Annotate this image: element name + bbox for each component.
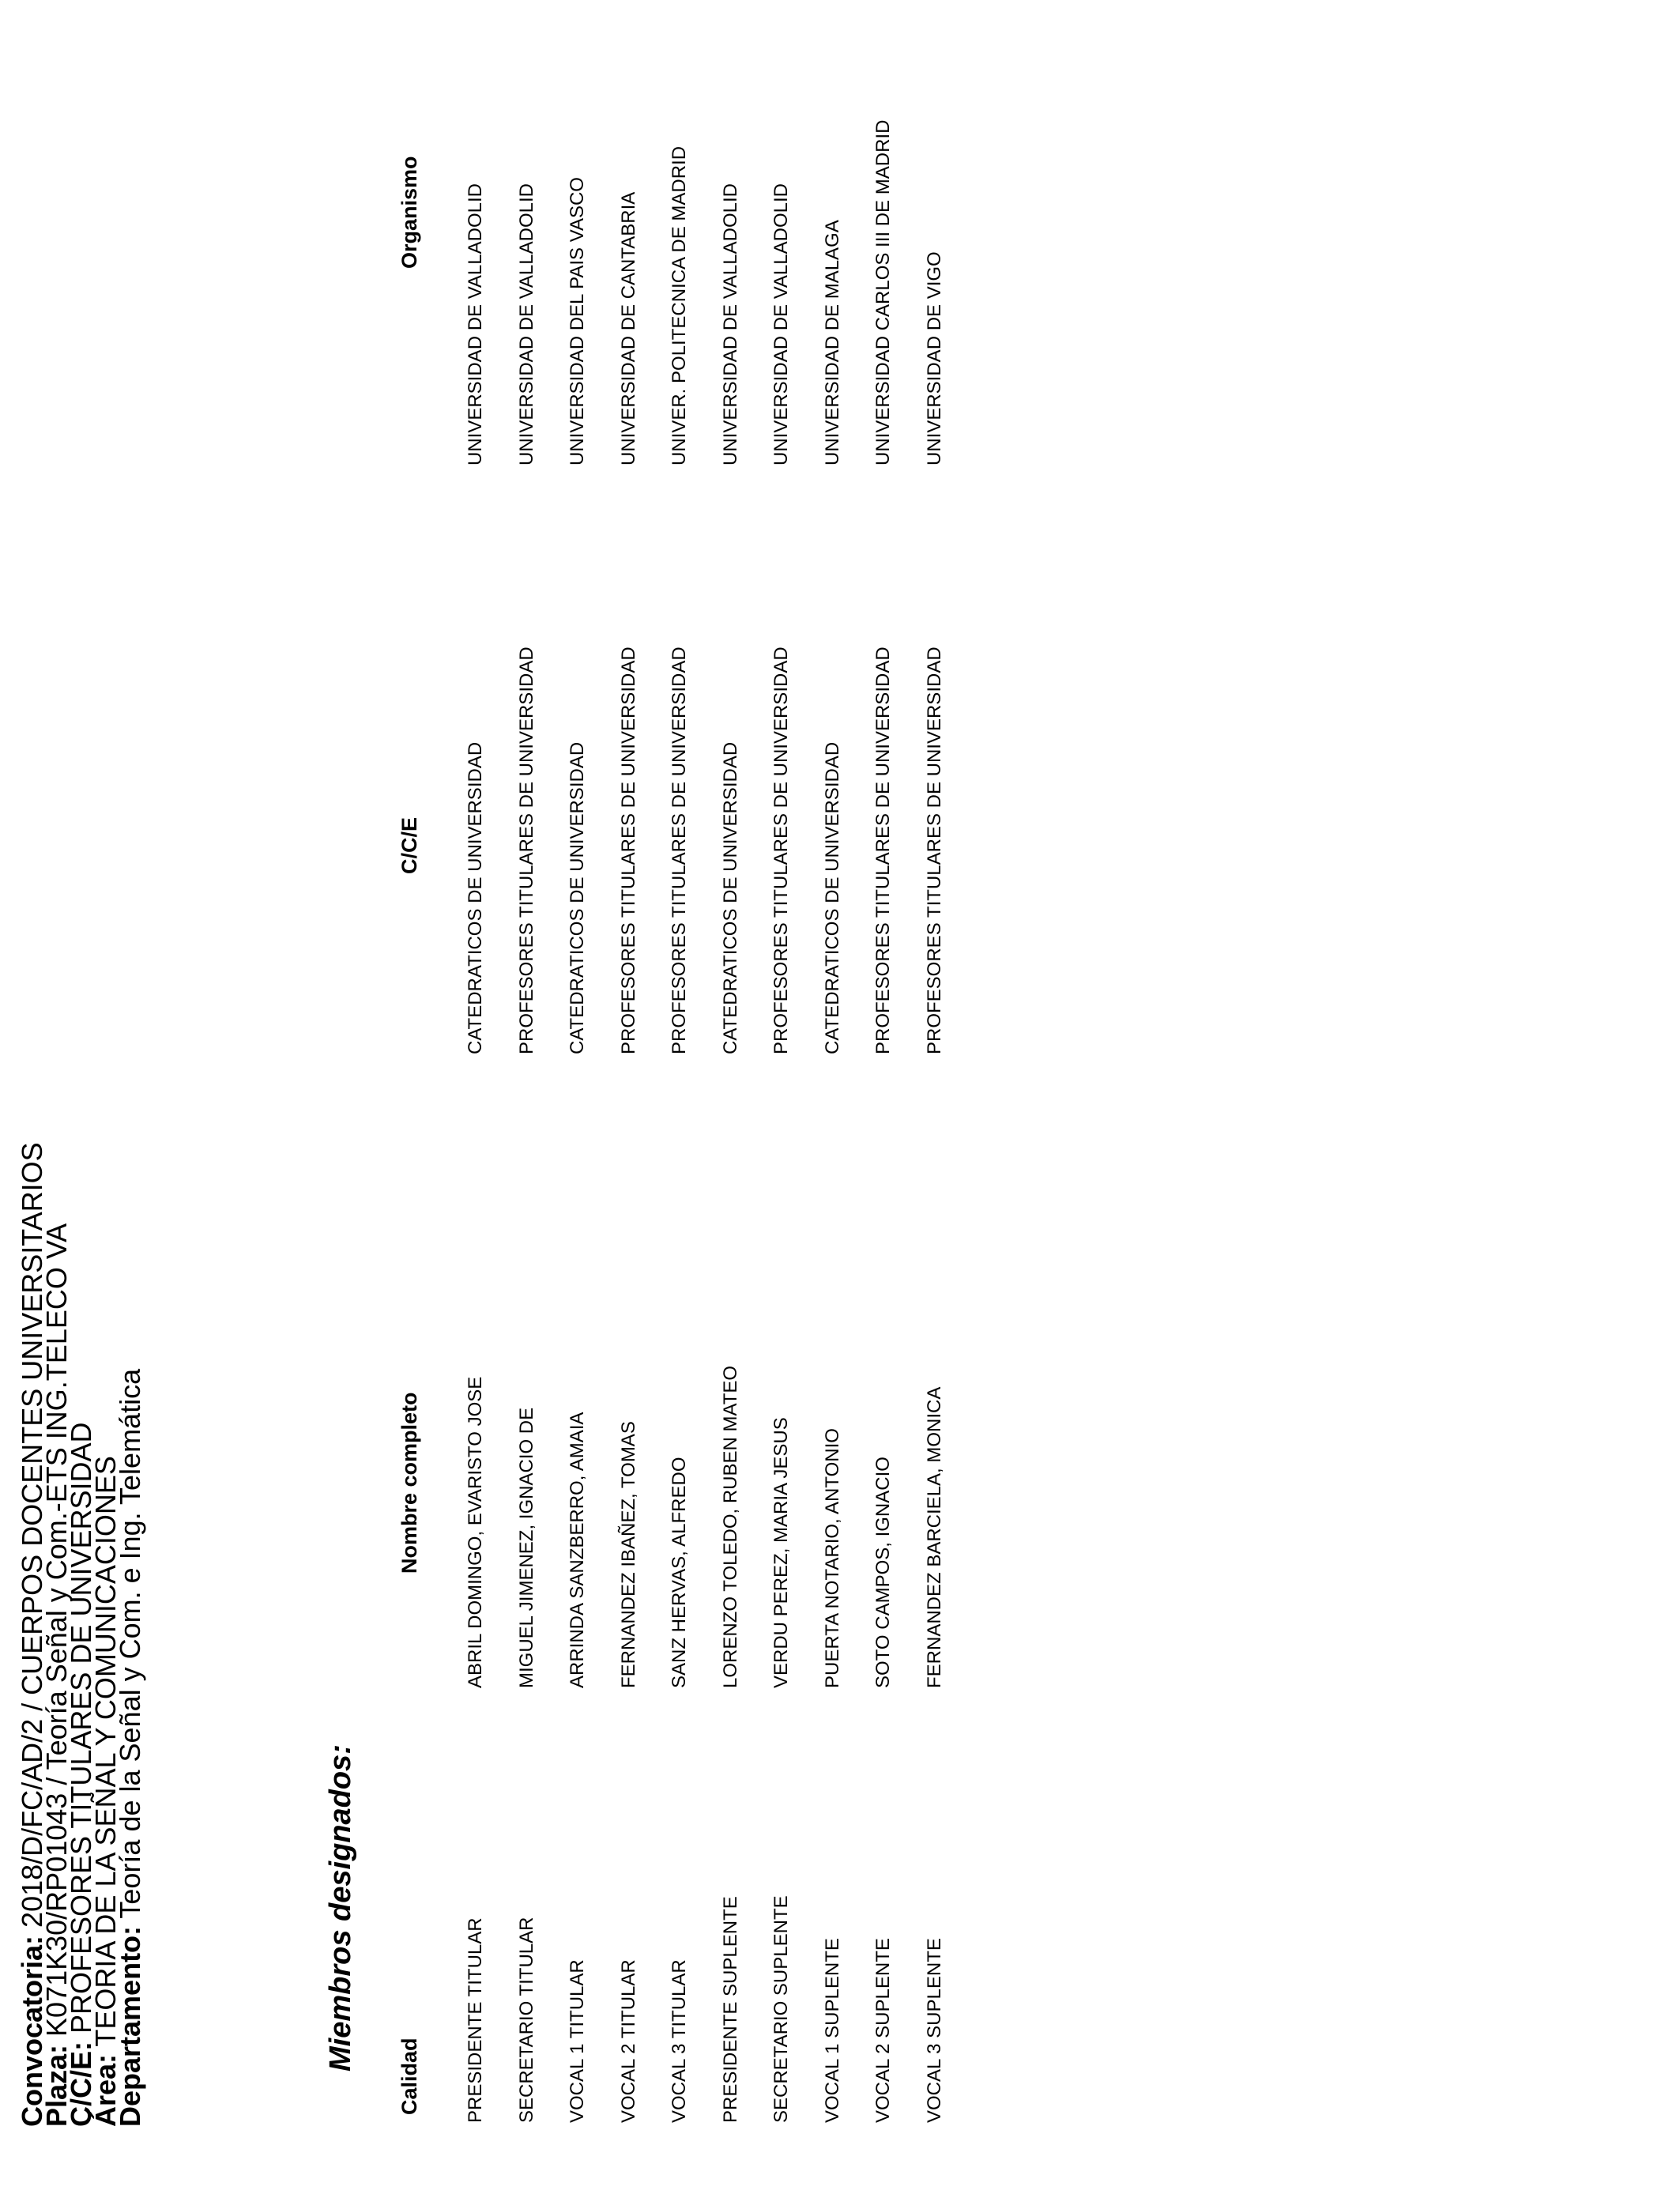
cell-cce: CATEDRATICOS DE UNIVERSIDAD [719,741,741,1054]
cell-calidad: PRESIDENTE SUPLENTE [719,1896,741,2123]
departamento-line [114,230,146,2127]
column-header-cce: C/C/E [397,816,421,874]
cell-organismo: UNIVERSIDAD CARLOS III DE MADRID [872,119,894,466]
area-value: TEORIA DE LA SEÑAL Y COMUNICACIONES [89,1456,122,2054]
table-row [770,0,801,2194]
cell-nombre: ABRIL DOMINGO, EVARISTO JOSE [465,1376,486,1688]
cell-nombre: MIGUEL JIMENEZ, IGNACIO DE [515,1407,537,1688]
section-title: Miembros designados: [324,1744,357,2071]
cell-calidad: PRESIDENTE TITULAR [465,1917,486,2123]
cell-calidad: VOCAL 1 SUPLENTE [821,1938,843,2123]
cell-cce: PROFESORES TITULARES DE UNIVERSIDAD [923,647,945,1054]
cell-calidad: SECRETARIO SUPLENTE [770,1895,792,2123]
cell-calidad: VOCAL 3 SUPLENTE [923,1938,945,2123]
cell-cce: PROFESORES TITULARES DE UNIVERSIDAD [872,647,894,1054]
cell-cce: PROFESORES TITULARES DE UNIVERSIDAD [617,647,639,1054]
table-row [821,0,853,2194]
table-row [668,0,699,2194]
document-header [16,230,146,2127]
table-row [719,0,751,2194]
cell-organismo: UNIVERSIDAD DE MALAGA [821,220,843,466]
convocatoria-value: 2018/D/FC/AD/2 / CUERPOS DOCENTES UNIVERSITARIOS [16,1142,48,1936]
table-row [566,0,597,2194]
cell-organismo: UNIVER. POLITECNICA DE MADRID [669,145,690,466]
cell-cce: PROFESORES TITULARES DE UNIVERSIDAD [515,647,537,1054]
cell-nombre: SOTO CAMPOS, IGNACIO [872,1457,894,1688]
cell-organismo: UNIVERSIDAD DE CANTABRIA [617,191,639,466]
convocatoria-label: Convocatoria: [16,1935,48,2127]
cell-nombre: LORENZO TOLEDO, RUBEN MATEO [719,1365,741,1688]
table-row [872,0,903,2194]
cell-cce: PROFESORES TITULARES DE UNIVERSIDAD [770,647,792,1054]
departamento-label: Departamento: [114,1925,146,2127]
cell-cce: CATEDRATICOS DE UNIVERSIDAD [567,741,588,1054]
cell-organismo: UNIVERSIDAD DE VIGO [923,251,945,466]
cell-nombre: ARRINDA SANZBERRO, AMAIA [567,1412,588,1688]
departamento-value: Teoría de la Señal y Com. e Ing. Telemática [114,1368,146,1926]
plaza-label: Plaza: [40,2044,73,2127]
cell-nombre: SANZ HERVAS, ALFREDO [669,1457,690,1688]
table-row [464,0,495,2194]
cell-calidad: VOCAL 2 SUPLENTE [872,1938,894,2123]
cell-organismo: UNIVERSIDAD DEL PAIS VASCO [567,177,588,466]
cell-organismo: UNIVERSIDAD DE VALLADOLID [515,183,537,466]
cell-cce: PROFESORES TITULARES DE UNIVERSIDAD [669,647,690,1054]
table-row [923,0,955,2194]
cell-cce: CATEDRATICOS DE UNIVERSIDAD [821,741,843,1054]
cell-nombre: VERDU PEREZ, MARIA JESUS [770,1417,792,1688]
cell-organismo: UNIVERSIDAD DE VALLADOLID [465,183,486,466]
cell-organismo: UNIVERSIDAD DE VALLADOLID [719,183,741,466]
area-label: Área: [89,2053,122,2127]
cell-calidad: VOCAL 1 TITULAR [567,1959,588,2123]
cell-calidad: VOCAL 2 TITULAR [617,1959,639,2123]
cce-label: C/C/E: [65,2041,97,2127]
cell-calidad: VOCAL 3 TITULAR [669,1959,690,2123]
cell-nombre: FERNANDEZ IBAÑEZ, TOMAS [617,1421,639,1688]
column-header-nombre: Nombre completo [397,1392,421,1574]
cell-cce: CATEDRATICOS DE UNIVERSIDAD [465,741,486,1054]
cell-organismo: UNIVERSIDAD DE VALLADOLID [770,183,792,466]
table-row [617,0,649,2194]
cell-calidad: SECRETARIO TITULAR [515,1917,537,2123]
cell-nombre: FERNANDEZ BARCIELA, MONICA [923,1386,945,1688]
column-header-organismo: Organismo [397,156,421,269]
cce-value: PROFESORES TITULARES DE UNIVERSIDAD [65,1422,97,2041]
table-row [515,0,547,2194]
column-header-calidad: Calidad [397,2038,421,2115]
plaza-value: K071K30/RP01043 / Teoría Señal y Com.-ETS ING.TELECO VA [40,1223,73,2045]
cell-nombre: PUERTA NOTARIO, ANTONIO [821,1428,843,1688]
